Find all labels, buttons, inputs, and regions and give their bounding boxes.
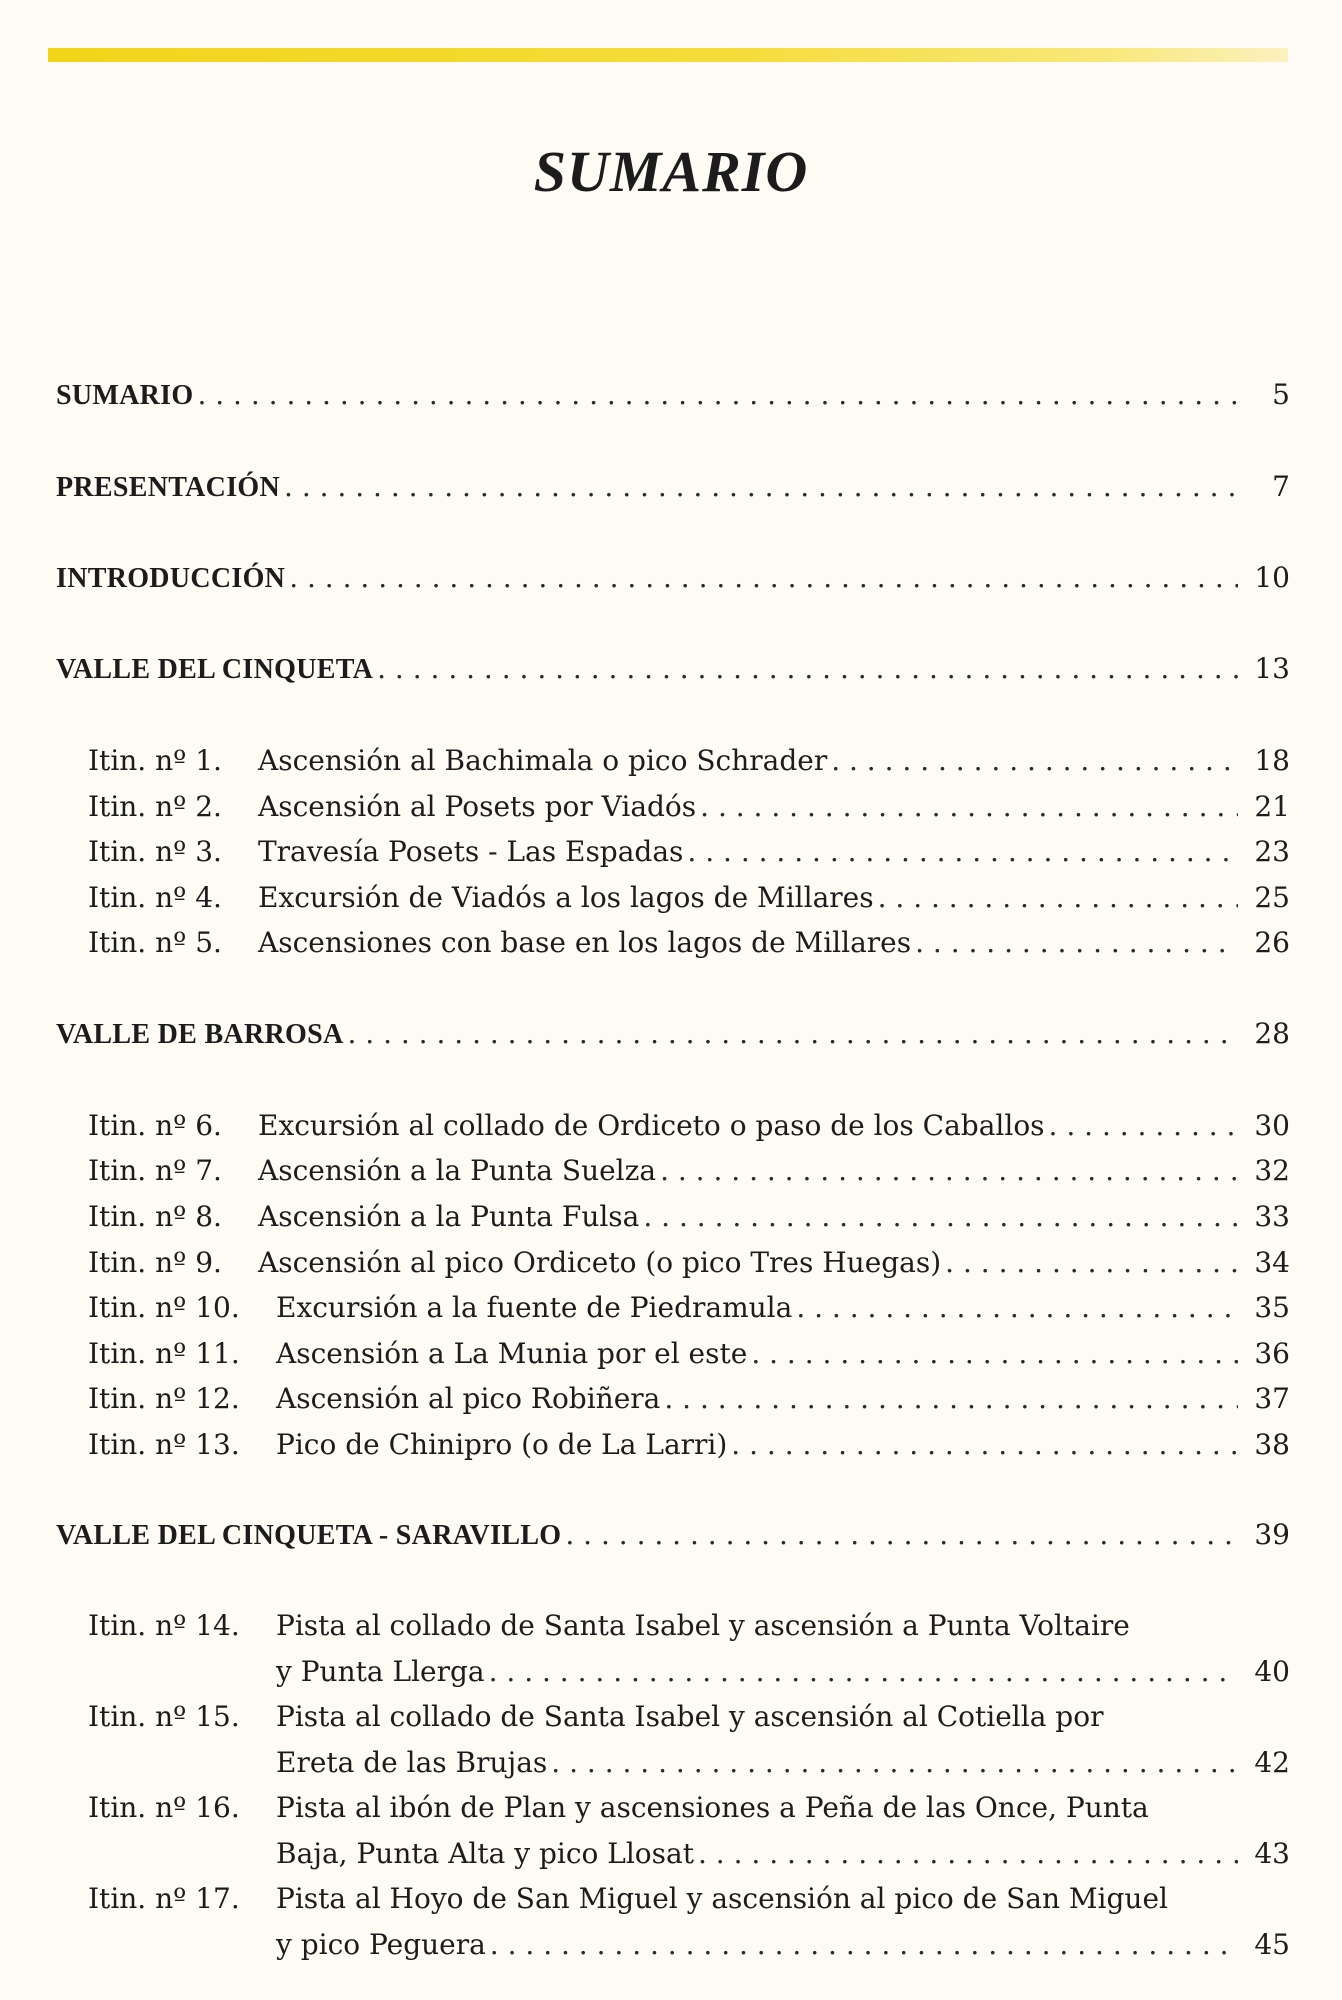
dot-leader [284, 470, 1238, 504]
page-number: 45 [1254, 1928, 1290, 1961]
dot-leader [698, 1837, 1238, 1871]
dot-leader [831, 744, 1238, 778]
itinerary-title-continuation: Baja, Punta Alta y pico Llosat [276, 1837, 694, 1870]
toc-entry-itin-13[interactable] [88, 1428, 1290, 1462]
itinerary-number: Itin. nº 16. [88, 1791, 240, 1824]
itinerary-title: Pista al collado de Santa Isabel y ascensión al Cotiella por [276, 1700, 1104, 1733]
page-number: 21 [1254, 790, 1290, 823]
toc-section-introduccion[interactable] [56, 561, 1290, 596]
dot-leader [347, 1017, 1238, 1051]
itinerary-title: Pista al ibón de Plan y ascensiones a Peña de las Once, Punta [276, 1791, 1149, 1824]
itinerary-number: Itin. nº 4. [88, 881, 222, 914]
itinerary-number: Itin. nº 8. [88, 1200, 222, 1233]
toc-section-valle-del-cinqueta-saravillo[interactable] [56, 1518, 1290, 1553]
page-number: 13 [1254, 652, 1290, 685]
itinerary-title: Pista al collado de Santa Isabel y ascensión a Punta Voltaire [276, 1609, 1130, 1642]
toc-entry-itin-17[interactable] [88, 1882, 1290, 1916]
toc-entry-itin-2[interactable] [88, 790, 1290, 824]
dot-leader [664, 1382, 1238, 1416]
itinerary-number: Itin. nº 11. [88, 1337, 240, 1370]
page-number: 30 [1254, 1109, 1290, 1142]
toc-entry-itin-14[interactable] [88, 1609, 1290, 1643]
toc-entry-itin-10[interactable] [88, 1291, 1290, 1325]
itinerary-number: Itin. nº 10. [88, 1291, 240, 1324]
section-label: SUMARIO [56, 380, 194, 411]
dot-leader [731, 1428, 1238, 1462]
toc-entry-itin-12[interactable] [88, 1382, 1290, 1416]
section-label: VALLE DE BARROSA [56, 1019, 344, 1050]
toc-entry-itin-3[interactable] [88, 835, 1290, 869]
itinerary-number: Itin. nº 13. [88, 1428, 240, 1461]
itinerary-title: Pista al Hoyo de San Miguel y ascensión al pico de San Miguel [276, 1882, 1168, 1915]
page-number: 28 [1254, 1017, 1290, 1050]
itinerary-title-continuation: y pico Peguera [276, 1928, 486, 1961]
itinerary-title: Excursión de Viadós a los lagos de Millares [258, 881, 874, 914]
itinerary-number: Itin. nº 14. [88, 1609, 240, 1642]
page-title: SUMARIO [533, 139, 809, 204]
toc-section-valle-del-cinqueta[interactable] [56, 652, 1290, 687]
itinerary-title: Ascensión a La Munia por el este [276, 1337, 748, 1370]
toc-entry-itin-14-continuation[interactable] [276, 1655, 1290, 1689]
itinerary-title-continuation: y Punta Llerga [276, 1655, 485, 1688]
itinerary-number: Itin. nº 12. [88, 1382, 240, 1415]
page-number: 42 [1254, 1746, 1290, 1779]
itinerary-title: Excursión a la fuente de Piedramula [276, 1291, 793, 1324]
dot-leader [551, 1746, 1238, 1780]
dot-leader [751, 1337, 1238, 1371]
toc-section-sumario[interactable] [56, 378, 1290, 413]
toc-entry-itin-7[interactable] [88, 1154, 1290, 1188]
toc-entry-itin-4[interactable] [88, 881, 1290, 915]
toc-section-presentacion[interactable] [56, 470, 1290, 505]
toc-entry-itin-17-continuation[interactable] [276, 1928, 1290, 1962]
dot-leader [377, 652, 1238, 686]
page-number: 34 [1254, 1246, 1290, 1279]
toc-entry-itin-5[interactable] [88, 926, 1290, 960]
dot-leader [945, 1246, 1238, 1280]
page-number: 38 [1254, 1428, 1290, 1461]
page-number: 35 [1254, 1291, 1290, 1324]
page-number: 37 [1254, 1382, 1290, 1415]
itinerary-title: Pico de Chinipro (o de La Larri) [276, 1428, 728, 1461]
dot-leader [700, 790, 1238, 824]
itinerary-number: Itin. nº 6. [88, 1109, 222, 1142]
page-number: 32 [1254, 1154, 1290, 1187]
itinerary-title: Ascensión al Posets por Viadós [258, 790, 697, 823]
itinerary-number: Itin. nº 17. [88, 1882, 240, 1915]
page-number: 43 [1254, 1837, 1290, 1870]
itinerary-number: Itin. nº 15. [88, 1700, 240, 1733]
dot-leader [197, 378, 1238, 412]
itinerary-number: Itin. nº 5. [88, 926, 222, 959]
itinerary-number: Itin. nº 9. [88, 1246, 222, 1279]
toc-entry-itin-9[interactable] [88, 1246, 1290, 1280]
itinerary-number: Itin. nº 1. [88, 744, 222, 777]
itinerary-title: Ascensión al pico Robiñera [276, 1382, 661, 1415]
toc-entry-itin-8[interactable] [88, 1200, 1290, 1234]
toc-entry-itin-15[interactable] [88, 1700, 1290, 1734]
dot-leader [1049, 1109, 1238, 1143]
dot-leader [643, 1200, 1238, 1234]
section-label: VALLE DEL CINQUETA [56, 654, 374, 685]
dot-leader [915, 926, 1238, 960]
itinerary-title: Ascensión a la Punta Suelza [258, 1154, 657, 1187]
page-number: 7 [1272, 470, 1290, 503]
itinerary-title: Ascensión a la Punta Fulsa [258, 1200, 640, 1233]
page-number: 36 [1254, 1337, 1290, 1370]
itinerary-title: Excursión al collado de Ordiceto o paso de los Caballos [258, 1109, 1045, 1142]
dot-leader [660, 1154, 1238, 1188]
itinerary-number: Itin. nº 7. [88, 1154, 222, 1187]
dot-leader [565, 1518, 1238, 1552]
dot-leader [687, 835, 1238, 869]
itinerary-title-continuation: Ereta de las Brujas [276, 1746, 548, 1779]
itinerary-number: Itin. nº 3. [88, 835, 222, 868]
page-number: 18 [1254, 744, 1290, 777]
section-label: INTRODUCCIÓN [56, 563, 286, 594]
page-number: 40 [1254, 1655, 1290, 1688]
section-label: VALLE DEL CINQUETA - SARAVILLO [56, 1520, 562, 1551]
toc-entry-itin-1[interactable] [88, 744, 1290, 778]
page-number: 5 [1272, 378, 1290, 411]
toc-entry-itin-11[interactable] [88, 1337, 1290, 1371]
section-label: PRESENTACIÓN [56, 472, 281, 503]
page-number: 26 [1254, 926, 1290, 959]
page-number: 33 [1254, 1200, 1290, 1233]
dot-leader [796, 1291, 1238, 1325]
dot-leader [489, 1655, 1238, 1689]
itinerary-title: Ascensión al pico Ordiceto (o pico Tres Huegas) [258, 1246, 942, 1279]
page-number: 25 [1254, 881, 1290, 914]
itinerary-title: Travesía Posets - Las Espadas [258, 835, 684, 868]
toc-entry-itin-6[interactable] [88, 1109, 1290, 1143]
itinerary-number: Itin. nº 2. [88, 790, 222, 823]
page-number: 10 [1254, 561, 1290, 594]
dot-leader [289, 561, 1238, 595]
itinerary-title: Ascensiones con base en los lagos de Millares [258, 926, 912, 959]
page-number: 23 [1254, 835, 1290, 868]
toc-entry-itin-15-continuation[interactable] [276, 1746, 1290, 1780]
dot-leader [490, 1928, 1238, 1962]
dot-leader [878, 881, 1238, 915]
itinerary-title: Ascensión al Bachimala o pico Schrader [258, 744, 828, 777]
toc-section-valle-de-barrosa[interactable] [56, 1017, 1290, 1052]
page-number: 39 [1254, 1518, 1290, 1551]
toc-entry-itin-16-continuation[interactable] [276, 1837, 1290, 1871]
toc-entry-itin-16[interactable] [88, 1791, 1290, 1825]
